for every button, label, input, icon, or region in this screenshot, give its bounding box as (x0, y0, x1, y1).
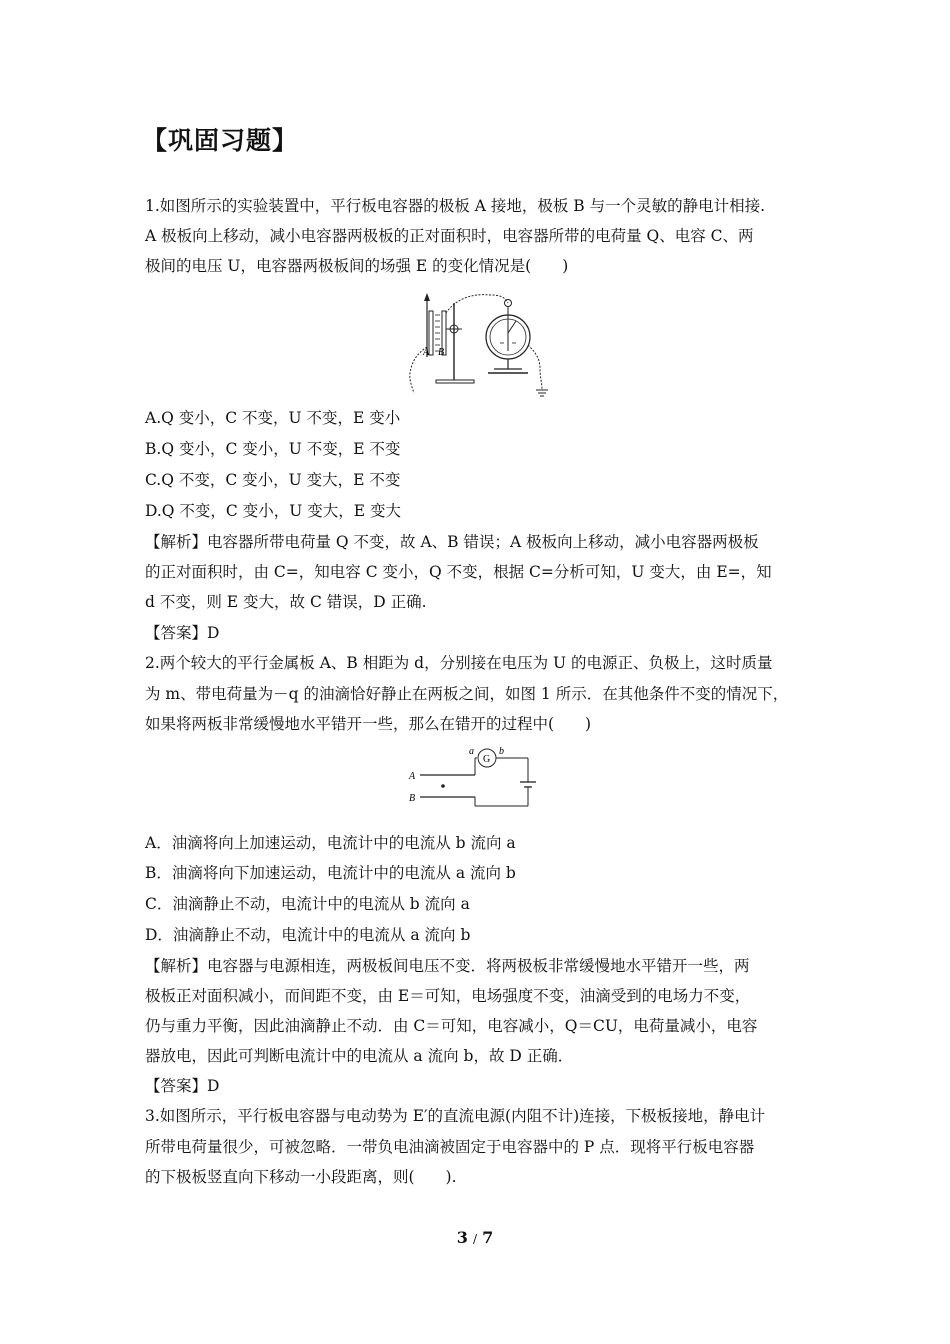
q3-line-2: 所带电荷量很少，可被忽略．一带负电油滴被固定于电容器中的 P 点．现将平行板电容器 (145, 1138, 755, 1156)
q1-option-b: B.Q 变小，C 变小，U 不变，E 不变 (145, 440, 401, 458)
q1-option-c: C.Q 不变，C 变小，U 变大，E 不变 (145, 471, 401, 489)
section-heading: 【巩固习题】 (142, 126, 299, 155)
q1-answer: 【答案】D (145, 624, 220, 642)
q2-analysis-line-3: 仍与重力平衡，因此油滴静止不动．由 C＝可知，电容减小，Q＝CU，电荷量减小，电容 (145, 1017, 758, 1035)
q2-line-1: 2.两个较大的平行金属板 A、B 相距为 d，分别接在电压为 U 的电源正、负极上，这时质量 (145, 654, 773, 672)
q1-option-a: A.Q 变小，C 不变，U 不变，E 变小 (145, 409, 401, 427)
q2-analysis-line-1: 【解析】电容器与电源相连，两极板间电压不变．将两极板非常缓慢地水平错开一些，两 (145, 957, 750, 975)
galvanometer-label: G (483, 754, 491, 765)
point-b-label: b (499, 746, 504, 757)
current-page: 3 (456, 1228, 468, 1247)
q2-line-2: 为 m、带电荷量为－q 的油滴恰好静止在两板之间，如图 1 所示．在其他条件不变的情况下， (145, 685, 789, 703)
q2-analysis-line-2: 极板正对面积减小，而间距不变，由 E＝可知，电场强度不变，油滴受到的电场力不变， (145, 987, 751, 1005)
q2-answer: 【答案】D (145, 1077, 220, 1095)
page-separator: / (472, 1232, 478, 1246)
q2-analysis-line-4: 器放电，因此可判断电流计中的电流从 a 流向 b，故 D 正确． (145, 1047, 574, 1065)
q3-line-3: 的下极板竖直向下移动一小段距离，则( ). (145, 1168, 457, 1186)
q2-option-d: D．油滴静止不动，电流计中的电流从 a 流向 b (145, 926, 471, 944)
q2-option-c: C．油滴静止不动，电流计中的电流从 b 流向 a (145, 895, 470, 913)
q2-option-a: A．油滴将向上加速运动，电流计中的电流从 b 流向 a (145, 834, 516, 852)
q1-analysis-line-2: 的正对面积时，由 C=，知电容 C 变小，Q 不变，根据 C=分析可知，U 变大，由 E=，知 (145, 563, 772, 581)
electroscope-capacitor-figure (400, 285, 555, 397)
page-number (0, 1228, 950, 1247)
circuit-figure (400, 742, 550, 812)
q1-option-d: D.Q 不变，C 变小，U 变大，E 变大 (145, 502, 401, 520)
total-pages: 7 (482, 1228, 494, 1247)
q1-line-1: 1.如图所示的实验装置中，平行板电容器的极板 A 接地，极板 B 与一个灵敏的静电计相接. (145, 197, 766, 215)
plate-a-label: A (409, 771, 416, 782)
q1-analysis-line-1: 【解析】电容器所带电荷量 Q 不变，故 A、B 错误；A 极板向上移动，减小电容器两极板 (145, 533, 759, 551)
point-a-label: a (469, 746, 474, 757)
plate-b-label: B (409, 793, 416, 804)
q1-line-3: 极间的电压 U，电容器两极板间的场强 E 的变化情况是( ) (145, 257, 569, 275)
plate-b-label: B (438, 347, 445, 358)
q1-line-2: A 极板向上移动，减小电容器两极板的正对面积时，电容器所带的电荷量 Q、电容 C、两 (145, 227, 754, 245)
q2-line-3: 如果将两板非常缓慢地水平错开一些，那么在错开的过程中( ) (145, 715, 592, 733)
plate-a-label: A (423, 347, 430, 358)
q2-option-b: B．油滴将向下加速运动，电流计中的电流从 a 流向 b (145, 864, 516, 882)
q3-line-1: 3.如图所示，平行板电容器与电动势为 E′的直流电源(内阻不计)连接，下极板接地，静电计 (145, 1107, 766, 1125)
q1-analysis-line-3: d 不变，则 E 变大，故 C 错误，D 正确. (145, 593, 427, 611)
